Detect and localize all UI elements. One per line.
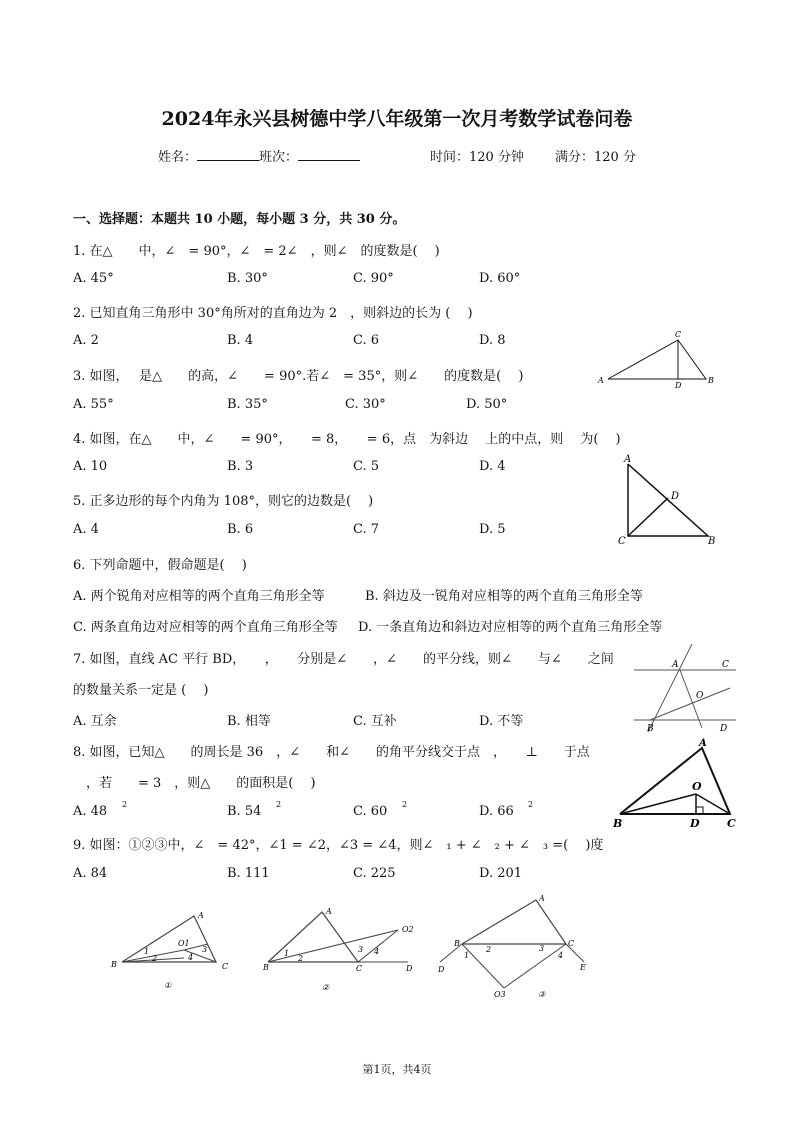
question-8-option-c: C. 60 [353,804,388,819]
question-9-stem: 9. 如图：①②③中，∠ = 42°，∠1 = ∠2，∠3 = ∠4，则∠ ₁ + ∠ ₂ + ∠ ₃ =( )度 [73,838,604,853]
question-8-option-b-unit: 2 [276,800,282,809]
question-7-stem-cont: 的数量关系一定是 ( ) [73,683,209,698]
q9f1-label-4: 4 [188,953,194,962]
q9f3-label-3: 3 [539,944,545,953]
page-footer: 第1页，共4页 [362,1063,432,1076]
q9f2-label-4: 4 [374,947,380,956]
q9f3-label-o3: O3 [494,990,506,999]
question-5-option-c: C. 7 [353,522,380,537]
q8-label-b: B [613,817,623,830]
q9f2-label-2: 2 [298,954,304,963]
q9f2-label-circle: ② [322,983,330,992]
q7-label-d: D [720,724,728,734]
class-blank [298,148,360,161]
exam-score: 满分：120 分 [555,150,636,165]
question-2-option-d: D. 8 [479,333,506,348]
question-7-stem: 7. 如图，直线 AC 平行 BD， ， 分别是∠ ，∠ 的平分线，则∠ 与∠ 之间 [73,652,614,667]
question-8-figure [612,736,742,830]
question-6-option-d: D. 一条直角边和斜边对应相等的两个直角三角形全等 [358,620,663,635]
question-3-option-b: B. 35° [227,397,268,412]
q8-label-o: O [692,780,702,793]
q4-label-b: B [708,536,716,547]
q9f2-label-a: A [326,907,332,916]
q9f3-label-e: E [580,963,586,972]
q9f3-label-1: 1 [464,951,470,960]
question-4-option-d: D. 4 [479,459,506,474]
question-5-option-d: D. 5 [479,522,506,537]
question-3-option-a: A. 55° [73,397,114,412]
question-8-option-c-unit: 2 [402,800,408,809]
q3-label-a: A [598,376,604,385]
question-1-option-c: C. 90° [353,271,394,286]
question-8-option-a: A. 48 [73,804,108,819]
q9f2-label-b: B [263,963,269,972]
q9f1-label-o1: O1 [178,939,190,948]
q9f1-label-3: 3 [202,945,208,954]
q9f3-label-c: C [568,939,575,948]
question-8-option-b: B. 54 [227,804,262,819]
section-heading: 一、选择题：本题共 10 小题，每小题 3 分，共 30 分。 [73,212,406,227]
question-4-option-c: C. 5 [353,459,380,474]
question-1-option-d: D. 60° [479,271,521,286]
question-9-option-d: D. 201 [479,866,523,881]
q9f3-label-a: A [539,894,545,903]
question-2-option-c: C. 6 [353,333,380,348]
q9f2-label-1: 1 [284,949,290,958]
question-6-option-a: A. 两个锐角对应相等的两个直角三角形全等 [73,589,325,604]
question-2-option-b: B. 4 [227,333,254,348]
question-9-option-a: A. 84 [73,866,108,881]
q9f1-label-1: 1 [144,947,150,956]
q8-label-c: C [727,817,736,830]
question-1-option-b: B. 30° [227,271,268,286]
name-field [158,146,360,165]
question-6-option-c: C. 两条直角边对应相等的两个直角三角形全等 [73,620,338,635]
q4-label-a: A [624,454,632,465]
q9f3-label-d: D [438,965,445,974]
question-3-figure [596,328,720,388]
q9f2-label-o2: O2 [402,925,414,934]
question-9-option-c: C. 225 [353,866,396,881]
question-1-option-a: A. 45° [73,271,114,286]
q3-label-b: B [708,376,714,385]
q9f1-label-b: B [111,960,117,969]
question-7-option-b: B. 相等 [227,714,271,729]
question-8-stem-cont: ，若 = 3 ，则△ 的面积是( ) [73,776,316,791]
q9f1-label-a: A [198,911,204,920]
q4-label-d: D [671,491,680,502]
question-7-option-d: D. 不等 [479,714,524,729]
question-7-option-c: C. 互补 [353,714,397,729]
q9f3-label-circle: ③ [538,990,546,999]
question-8-option-a-unit: 2 [122,800,128,809]
question-3-option-c: C. 30° [345,397,386,412]
question-2-option-a: A. 2 [73,333,99,348]
question-3-option-d: D. 50° [466,397,508,412]
q9f3-label-2: 2 [486,945,492,954]
q9f2-label-3: 3 [358,945,364,954]
q9f1-label-2: 2 [152,954,158,963]
q3-label-c: C [675,330,682,339]
question-4-figure [616,452,726,546]
question-7-option-a: A. 互余 [73,714,117,729]
q3-label-d: D [675,381,682,390]
question-5-option-a: A. 4 [73,522,99,537]
q9f1-label-c: C [222,962,229,971]
question-9-figure-1 [104,906,244,994]
question-5-option-b: B. 6 [227,522,254,537]
name-label: 姓名： [158,150,198,165]
q7-label-o: O [696,691,704,701]
q9f2-label-c: C [356,964,363,973]
q4-label-c: C [618,536,626,547]
page-title: 2024年永兴县树德中学八年级第一次月考数学试卷问卷 [161,108,633,130]
question-6-option-b: B. 斜边及一锐角对应相等的两个直角三角形全等 [365,589,643,604]
class-label: 班次： [259,150,299,165]
q9f2-label-d: D [406,964,413,973]
exam-time: 时间：120 分钟 [430,150,524,165]
question-9-option-b: B. 111 [227,866,270,881]
question-6-stem: 6. 下列命题中，假命题是( ) [73,558,247,573]
question-5-stem: 5. 正多边形的每个内角为 108°，则它的边数是( ) [73,494,374,509]
q7-label-a: A [672,660,679,670]
q7-label-c: C [722,660,729,670]
question-8-stem: 8. 如图，已知△ 的周长是 36 ，∠ 和∠ 的角平分线交于点 ， ⊥ 于点 [73,745,590,760]
name-blank [197,148,259,161]
q8-label-d: D [690,817,700,830]
question-2-stem: 2. 已知直角三角形中 30°角所对的直角边为 2 ，则斜边的长为 ( ) [73,306,473,321]
question-1-stem: 1. 在△ 中，∠ = 90°，∠ = 2∠ ，则∠ 的度数是( ) [73,244,440,259]
q8-label-a: A [699,738,707,749]
question-8-option-d-unit: 2 [528,800,534,809]
question-4-option-b: B. 3 [227,459,254,474]
question-7-figure [630,640,740,734]
question-8-option-d: D. 66 [479,804,514,819]
q9f1-label-circle: ① [164,981,172,990]
question-9-figure-3 [436,892,596,1004]
q9f3-label-b: B [454,939,460,948]
question-3-stem: 3. 如图， 是△ 的高，∠ = 90°.若∠ = 35°，则∠ 的度数是( ) [73,369,524,384]
question-4-option-a: A. 10 [73,459,108,474]
q9f3-label-4: 4 [558,951,564,960]
q7-label-b: B [647,724,654,734]
question-9-figure-2 [258,904,428,994]
question-4-stem: 4. 如图，在△ 中，∠ = 90°， = 8， = 6，点 为斜边 上的中点，则 为( ) [73,432,621,447]
